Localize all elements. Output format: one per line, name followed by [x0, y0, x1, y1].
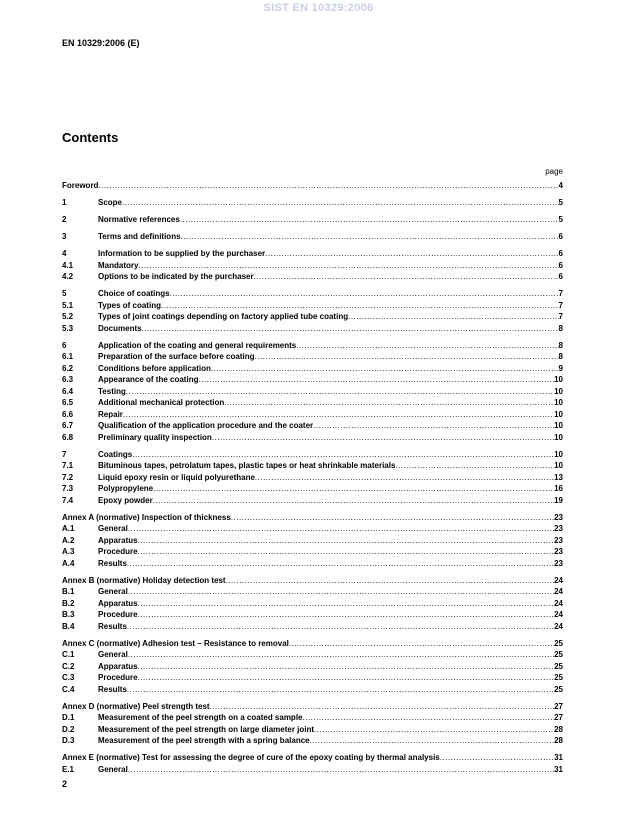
toc-entry-page: 10: [554, 386, 563, 396]
toc-entry-title: Repair: [98, 409, 123, 419]
toc-entry[interactable]: [62, 363, 563, 375]
toc-dot-leader: [265, 248, 558, 260]
toc-entry[interactable]: [62, 197, 563, 209]
toc-entry-title: Annex D (normative) Peel strength test: [62, 701, 210, 711]
toc-entry[interactable]: [62, 386, 563, 398]
toc-entry-number: 6.7: [62, 421, 74, 430]
toc-entry[interactable]: [62, 311, 563, 323]
toc-entry-title: Information to be supplied by the purchaser: [98, 249, 266, 258]
toc-dot-leader: [138, 609, 555, 621]
toc-entry-page: 23: [554, 558, 563, 568]
toc-entry-number: 3: [62, 232, 67, 241]
toc-entry-page: 4: [558, 181, 563, 190]
toc-entry-page: 6: [558, 260, 563, 270]
toc-entry[interactable]: [62, 248, 563, 260]
toc-entry-page: 19: [554, 495, 563, 505]
toc-dot-leader: [127, 621, 554, 633]
toc-entry-page: 8: [558, 340, 563, 350]
toc-entry-number: 5.1: [62, 300, 74, 310]
toc-entry-page: 25: [554, 684, 563, 694]
toc-entry-title: Scope: [98, 198, 123, 207]
toc-entry-title: Polypropylene: [98, 484, 154, 493]
toc-entry-page: 24: [554, 587, 563, 596]
toc-entry-number: B.4: [62, 621, 75, 631]
toc-entry-title: Procedure: [98, 673, 138, 682]
toc-entry-title: Testing: [98, 386, 126, 396]
toc-entry[interactable]: [62, 374, 563, 386]
toc-entry[interactable]: [62, 586, 563, 598]
toc-entry-title: Additional mechanical protection: [98, 398, 225, 407]
toc-entry-page: 7: [558, 300, 563, 310]
toc-dot-leader: [138, 661, 555, 673]
toc-entry-page: 8: [558, 323, 563, 333]
toc-entry[interactable]: [62, 764, 563, 776]
toc-entry[interactable]: [62, 432, 563, 444]
toc-entry[interactable]: [62, 512, 563, 524]
toc-entry-number: 6.4: [62, 386, 74, 396]
toc-entry-title: Bituminous tapes, petrolatum tapes, plastic tapes or heat shrinkable materials: [98, 461, 396, 470]
toc-entry-page: 24: [554, 610, 563, 619]
toc-entry-number: C.4: [62, 684, 75, 694]
toc-entry[interactable]: [62, 472, 563, 484]
toc-entry-title: Annex A (normative) Inspection of thickness: [62, 512, 231, 522]
toc-entry-page: 6: [558, 249, 563, 258]
toc-dot-leader: [132, 449, 554, 461]
toc-entry-title: Annex B (normative) Holiday detection test: [62, 575, 226, 585]
toc-entry-number: D.3: [62, 736, 75, 745]
toc-dot-leader: [126, 386, 554, 398]
toc-entry-title: General: [98, 524, 128, 533]
toc-entry-number: 7.2: [62, 472, 74, 482]
toc-dot-leader: [226, 575, 555, 587]
toc-entry-title: Coatings: [98, 449, 133, 459]
toc-entry-title: General: [98, 587, 128, 596]
toc-dot-leader: [212, 432, 554, 444]
toc-entry-number: 6.6: [62, 409, 74, 419]
toc-entry[interactable]: [62, 231, 563, 243]
toc-entry[interactable]: [62, 340, 563, 352]
toc-entry-page: 23: [554, 535, 563, 545]
toc-entry-title: Measurement of the peel strength on a coated sample: [98, 713, 303, 722]
toc-entry[interactable]: [62, 460, 563, 472]
toc-entry-number: D.1: [62, 713, 75, 722]
contents-title: Contents: [62, 130, 119, 145]
toc-entry-title: Apparatus: [98, 598, 138, 608]
toc-entry-number: C.3: [62, 673, 75, 682]
toc-entry-title: Results: [98, 684, 127, 694]
toc-dot-leader: [313, 420, 554, 432]
toc-entry-page: 10: [554, 449, 563, 459]
toc-entry[interactable]: [62, 638, 563, 650]
toc-entry[interactable]: [62, 558, 563, 570]
toc-entry-page: 31: [554, 753, 563, 762]
toc-entry-title: Procedure: [98, 547, 138, 556]
watermark: SIST EN 10329:2006: [263, 2, 374, 14]
toc-entry-title: Conditions before application: [98, 363, 211, 373]
toc-dot-leader: [128, 586, 554, 598]
toc-entry-title: Results: [98, 558, 127, 568]
toc-entry-page: 6: [558, 232, 563, 241]
toc-dot-leader: [231, 512, 554, 524]
toc-entry-number: 5.2: [62, 312, 74, 321]
document-id: EN 10329:2006 (E): [62, 38, 140, 48]
toc-entry[interactable]: [62, 712, 563, 724]
toc-entry-page: 10: [554, 409, 563, 419]
toc-entry-number: D.2: [62, 724, 75, 734]
toc-entry[interactable]: [62, 351, 563, 363]
toc-entry-title: Liquid epoxy resin or liquid polyurethane: [98, 472, 255, 482]
toc-entry[interactable]: [62, 621, 563, 633]
toc-entry-page: 25: [554, 661, 563, 671]
toc-entry-title: Types of joint coatings depending on factory applied tube coating: [98, 312, 349, 321]
toc-entry-page: 13: [554, 472, 563, 482]
toc-entry[interactable]: [62, 523, 563, 535]
toc-dot-leader: [296, 340, 558, 352]
toc-entry[interactable]: [62, 495, 563, 507]
toc-entry-number: 4.1: [62, 260, 74, 270]
toc-entry-number: B.2: [62, 598, 75, 608]
toc-entry[interactable]: [62, 684, 563, 696]
toc-entry[interactable]: [62, 752, 563, 764]
toc-entry-page: 27: [554, 713, 563, 722]
toc-entry-title: Types of coating: [98, 300, 161, 310]
toc-entry[interactable]: [62, 483, 563, 495]
toc-dot-leader: [98, 180, 558, 192]
toc-entry-page: 10: [554, 375, 563, 384]
toc-entry-number: A.1: [62, 524, 75, 533]
toc-dot-leader: [128, 523, 554, 535]
toc-entry-page: 10: [554, 398, 563, 407]
toc-entry[interactable]: [62, 546, 563, 558]
toc-entry-page: 28: [554, 736, 563, 745]
toc-entry-title: Preparation of the surface before coating: [98, 352, 255, 361]
toc-entry-title: Procedure: [98, 610, 138, 619]
toc-dot-leader: [440, 752, 554, 764]
toc-entry-title: Epoxy powder: [98, 495, 153, 505]
table-of-contents: [62, 180, 563, 775]
toc-dot-leader: [138, 672, 555, 684]
toc-entry-number: 7.3: [62, 484, 74, 493]
toc-dot-leader: [180, 214, 559, 226]
toc-dot-leader: [161, 300, 559, 312]
toc-entry-page: 27: [554, 701, 563, 711]
toc-entry-number: 4: [62, 249, 67, 258]
toc-entry[interactable]: [62, 397, 563, 409]
toc-entry-number: 2: [62, 215, 67, 224]
toc-entry-title: Application of the coating and general requirements: [98, 340, 297, 350]
toc-entry-number: 7.4: [62, 495, 74, 505]
toc-entry[interactable]: [62, 598, 563, 610]
toc-entry-page: 23: [554, 512, 563, 522]
toc-entry-page: 6: [558, 272, 563, 281]
toc-entry-number: 6.2: [62, 363, 74, 373]
toc-entry[interactable]: [62, 609, 563, 621]
toc-entry[interactable]: [62, 214, 563, 226]
toc-entry-page: 25: [554, 673, 563, 682]
toc-dot-leader: [255, 472, 554, 484]
toc-dot-leader: [127, 684, 554, 696]
toc-dot-leader: [170, 288, 559, 300]
toc-dot-leader: [289, 638, 554, 650]
toc-entry[interactable]: [62, 409, 563, 421]
toc-dot-leader: [314, 724, 554, 736]
toc-dot-leader: [128, 649, 554, 661]
toc-dot-leader: [198, 374, 554, 386]
toc-entry-number: B.3: [62, 610, 75, 619]
toc-entry-number: 6: [62, 340, 67, 350]
toc-entry-number: C.2: [62, 661, 75, 671]
toc-entry[interactable]: [62, 260, 563, 272]
toc-entry-title: Choice of coatings: [98, 289, 170, 298]
toc-entry[interactable]: [62, 323, 563, 335]
toc-dot-leader: [138, 535, 555, 547]
toc-entry-page: 23: [554, 524, 563, 533]
toc-entry-number: A.4: [62, 558, 75, 568]
toc-dot-leader: [254, 271, 559, 283]
toc-dot-leader: [210, 701, 555, 713]
toc-entry[interactable]: [62, 672, 563, 684]
toc-entry-page: 10: [554, 421, 563, 430]
toc-entry-page: 10: [554, 432, 563, 442]
toc-entry-page: 7: [558, 312, 563, 321]
toc-dot-leader: [303, 712, 555, 724]
toc-entry-number: 4.2: [62, 272, 74, 281]
toc-entry-title: Measurement of the peel strength on large diameter joint: [98, 724, 315, 734]
toc-entry-number: A.3: [62, 547, 75, 556]
toc-entry[interactable]: [62, 535, 563, 547]
toc-entry-title: Annex C (normative) Adhesion test – Resistance to removal: [62, 638, 289, 648]
toc-entry-number: B.1: [62, 587, 75, 596]
toc-entry-title: Options to be indicated by the purchaser: [98, 272, 254, 281]
toc-entry-title: Qualification of the application procedure and the coater: [98, 421, 314, 430]
toc-dot-leader: [138, 598, 555, 610]
page-column-label: page: [545, 167, 563, 176]
page-number: 2: [62, 779, 68, 789]
toc-entry[interactable]: [62, 180, 563, 192]
toc-entry-number: 6.8: [62, 432, 74, 442]
toc-entry-number: C.1: [62, 650, 75, 659]
toc-entry-page: 24: [554, 575, 563, 585]
toc-entry-number: E.1: [62, 764, 75, 774]
toc-dot-leader: [142, 323, 559, 335]
toc-entry[interactable]: [62, 449, 563, 461]
toc-dot-leader: [181, 231, 559, 243]
toc-dot-leader: [224, 397, 554, 409]
toc-dot-leader: [123, 409, 554, 421]
toc-entry-title: Foreword: [62, 181, 99, 190]
toc-dot-leader: [211, 363, 559, 375]
toc-dot-leader: [127, 558, 554, 570]
toc-dot-leader: [153, 495, 554, 507]
toc-entry-number: 7: [62, 449, 67, 459]
toc-entry-page: 10: [554, 461, 563, 470]
toc-entry-number: 1: [62, 198, 67, 207]
toc-entry-title: Mandatory: [98, 260, 139, 270]
toc-entry-title: General: [98, 650, 128, 659]
toc-dot-leader: [138, 546, 555, 558]
toc-entry[interactable]: [62, 300, 563, 312]
toc-entry-title: Normative references: [98, 215, 180, 224]
toc-entry-page: 9: [558, 363, 563, 373]
toc-entry-title: Annex E (normative) Test for assessing the degree of cure of the epoxy coating by thermal analysis: [62, 753, 440, 762]
toc-entry[interactable]: [62, 724, 563, 736]
toc-entry-title: Terms and definitions: [98, 232, 181, 241]
toc-entry-page: 25: [554, 638, 563, 648]
toc-entry-page: 28: [554, 724, 563, 734]
toc-entry-number: 6.3: [62, 375, 74, 384]
toc-entry-page: 24: [554, 621, 563, 631]
toc-dot-leader: [128, 764, 554, 776]
toc-dot-leader: [348, 311, 558, 323]
toc-dot-leader: [254, 351, 558, 363]
toc-entry[interactable]: [62, 701, 563, 713]
toc-entry-title: Apparatus: [98, 661, 138, 671]
toc-entry-page: 16: [554, 484, 563, 493]
toc-entry[interactable]: [62, 271, 563, 283]
toc-entry-page: 25: [554, 650, 563, 659]
toc-entry[interactable]: [62, 575, 563, 587]
toc-entry-title: Appearance of the coating: [98, 375, 199, 384]
toc-entry-number: 6.5: [62, 398, 74, 407]
toc-entry[interactable]: [62, 420, 563, 432]
toc-entry-number: 5.3: [62, 323, 74, 333]
toc-entry[interactable]: [62, 649, 563, 661]
toc-entry-number: A.2: [62, 535, 75, 545]
toc-entry-number: 5: [62, 289, 67, 298]
toc-dot-leader: [153, 483, 554, 495]
toc-entry-page: 8: [558, 352, 563, 361]
toc-dot-leader: [310, 735, 554, 747]
toc-entry-number: 7.1: [62, 461, 74, 470]
toc-entry-title: Measurement of the peel strength with a spring balance: [98, 736, 310, 745]
toc-entry[interactable]: [62, 735, 563, 747]
toc-entry-page: 24: [554, 598, 563, 608]
toc-entry[interactable]: [62, 661, 563, 673]
toc-entry-title: General: [98, 764, 128, 774]
toc-dot-leader: [122, 197, 559, 209]
toc-entry-page: 5: [558, 198, 563, 207]
toc-entry-page: 5: [558, 215, 563, 224]
toc-entry[interactable]: [62, 288, 563, 300]
toc-entry-title: Preliminary quality inspection: [98, 432, 212, 442]
toc-entry-page: 31: [554, 764, 563, 774]
toc-entry-page: 23: [554, 547, 563, 556]
toc-entry-title: Apparatus: [98, 535, 138, 545]
toc-entry-title: Documents: [98, 323, 142, 333]
toc-dot-leader: [395, 460, 554, 472]
toc-entry-page: 7: [558, 289, 563, 298]
toc-entry-number: 6.1: [62, 352, 74, 361]
toc-entry-title: Results: [98, 621, 127, 631]
toc-dot-leader: [138, 260, 558, 272]
